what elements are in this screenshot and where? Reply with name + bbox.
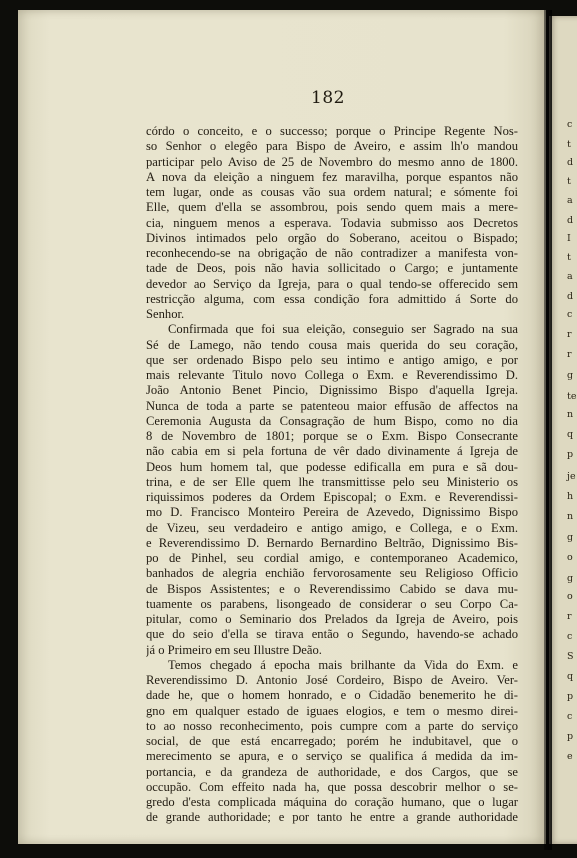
edge-letter: c <box>567 631 573 642</box>
text-line: que ser ordenado Bispo pelo seu intimo e antigo amigo, e por <box>146 352 518 367</box>
edge-letter: p <box>567 691 574 702</box>
text-line: so Senhor o elegêo para Bispo de Aveiro, e assim lh'o mandou <box>146 139 518 154</box>
edge-letter: g <box>567 370 574 381</box>
edge-letter: c <box>567 309 573 320</box>
text-line: já o Primeiro em seu Illustre Deão. <box>146 642 322 657</box>
edge-letter: c <box>567 119 573 130</box>
text-line: po de Pinhel, seu cordial amigo, e contemporaneo Academico, <box>146 551 518 565</box>
text-line: gredo d'esta complicada máquina do coração humano, que o lugar <box>146 795 518 809</box>
text-line: trina, e de ser Elle quem lhe transmittisse pelo seu Ministerio os <box>146 474 518 489</box>
text-line: tem lugar, onde as cousas vão sua ordem natural; e sómente foi <box>146 185 518 199</box>
text-line: pitular, como o Seminario dos Prelados da Igreja de Aveiro, pois <box>146 612 518 626</box>
text-line: gno em qualquer estado de iguaes elogios, e tem o mesmo direi- <box>146 703 518 718</box>
text-line: mo D. Francisco Monteiro Pereira de Azevedo, Dignissimo Bispo <box>146 505 518 520</box>
edge-letter: te <box>567 391 577 402</box>
text-line: to ao nosso reconhecimento, pois cumpre com a parte do serviço <box>146 718 518 733</box>
edge-letter: p <box>567 449 574 460</box>
text-line: 8 de Novembro de 1801; porque se o Exm. Bispo Consecrante <box>146 429 518 443</box>
text-line: Ceremonia Augusta da Consagração de hum Bispo, como no dia <box>146 413 518 428</box>
text-line: participar pelo Aviso de 25 de Novembro do mesmo anno de 1800. <box>146 154 518 169</box>
text-line: Deos hum homem tal, que podesse edificalla em pura e sã dou- <box>146 459 518 474</box>
edge-letter: o <box>567 552 573 563</box>
edge-letter: n <box>567 511 574 522</box>
edge-letter: q <box>567 429 574 440</box>
text-line: não cabia em si pela fortuna de vêr dado divinamente á Igreja de <box>146 444 518 459</box>
body-text <box>146 124 518 826</box>
text-line: social, de que está encarregado; porém he indubitavel, que o <box>146 734 518 748</box>
page-gutter-shadow <box>544 10 552 850</box>
edge-letter: o <box>567 591 573 602</box>
text-line: riquissimos poderes da Ordem Episcopal; o Exm. e Reverendissi- <box>146 490 518 504</box>
text-line: mais relevante Titulo novo Collega o Exm. e Reverendissimo D. <box>146 368 518 382</box>
text-line: Temos chegado á epocha mais brilhante da Vida do Exm. e <box>168 657 518 672</box>
text-line: A nova da eleição a ninguem fez maravilha, porque espantos não <box>146 169 518 184</box>
text-line: Divinos intimados pelo orgão do Soberano, aceitou o Bispado; <box>146 230 518 245</box>
text-line: restricção alguma, com essa condição fora admittido á Sorte do <box>146 291 518 306</box>
edge-letter: t <box>567 252 571 263</box>
adjacent-page-edge <box>549 16 577 844</box>
text-line: de Vizeu, seu verdadeiro e antigo amigo, e Collega, e o Exm. <box>146 520 518 535</box>
edge-letter: d <box>567 291 574 302</box>
edge-letter: h <box>567 491 574 502</box>
text-line: Sé de Lamego, não tendo cousa mais querida do seu coração, <box>146 337 518 352</box>
text-line: de Bispos Assistentes; e o Reverendissimo Cabido se dava mu- <box>146 581 518 596</box>
edge-letter: e <box>567 751 573 762</box>
edge-letter: a <box>567 195 573 206</box>
text-line: córdo o conceito, e o successo; porque o Principe Regente Nos- <box>146 124 518 138</box>
text-line: de grande authoridade; e por tanto he entre a grande authoridade <box>146 810 518 825</box>
text-line: banhados de alegria enchião fervorosamente seu Religioso Officio <box>146 566 518 581</box>
text-line: tuamente os parabens, lisongeado de considerar o seu Corpo Ca- <box>146 596 518 611</box>
text-line: occupão. Com effeito nada ha, que possa descobrir melhor o se- <box>146 779 518 794</box>
edge-letter: S <box>567 651 574 662</box>
text-line: tade de Deos, pois não havia sollicitado o Cargo; e juntamente <box>146 261 518 276</box>
edge-letter: t <box>567 176 571 187</box>
text-line: e Reverendissimo D. Bernardo Bernardino Beltrão, Dignissimo Bis- <box>146 535 518 550</box>
text-line: dade he, que o homem honrado, e o Cidadão benemerito he di- <box>146 688 518 703</box>
text-line: devedor ao Serviço da Igreja, para o qual tendo-se offerecido sem <box>146 276 518 291</box>
edge-letter: r <box>567 611 572 622</box>
text-line: reconhecendo-se na obrigação de não contradizer a manifesta von- <box>146 246 518 260</box>
edge-letter: I <box>567 233 571 244</box>
text-line: Nunca de toda a parte se patenteou maior effusão de affectos na <box>146 398 518 413</box>
text-line: Confirmada que foi sua eleição, conseguio ser Sagrado na sua <box>168 322 518 337</box>
edge-letter: je <box>567 471 576 482</box>
text-line: cia, ninguem menos a esperava. Todavia submisso aos Decretos <box>146 215 518 230</box>
edge-letter: a <box>567 271 573 282</box>
edge-letter: g <box>567 532 574 543</box>
text-line: Reverendissimo D. Antonio José Cordeiro, Bispo de Aveiro. Ver- <box>146 673 518 687</box>
edge-letter: r <box>567 329 572 340</box>
edge-letter: n <box>567 409 574 420</box>
edge-letter: g <box>567 573 574 584</box>
text-line: portancia, e da grandeza de authoridade, e dos Cargos, que se <box>146 764 518 779</box>
edge-letter: d <box>567 215 574 226</box>
text-line: Senhor. <box>146 307 185 321</box>
edge-letter: t <box>567 139 571 150</box>
page-number: 182 <box>311 88 345 108</box>
edge-letter: c <box>567 711 573 722</box>
edge-letter: r <box>567 349 572 360</box>
text-line: que do seio d'ella se tirava então o Segundo, havendo-se achado <box>146 627 518 642</box>
text-line: Elle, quem d'ella se assombrou, pois sendo quem mais a mere- <box>146 200 518 215</box>
edge-letter: p <box>567 731 574 742</box>
text-line: merecimento se apura, e o serviço se qualifica á medida da im- <box>146 749 518 764</box>
edge-letter: q <box>567 671 574 682</box>
text-line: João Antonio Benet Pincio, Dignissimo Bispo d'aquella Igreja. <box>146 383 518 398</box>
edge-letter: d <box>567 157 574 168</box>
